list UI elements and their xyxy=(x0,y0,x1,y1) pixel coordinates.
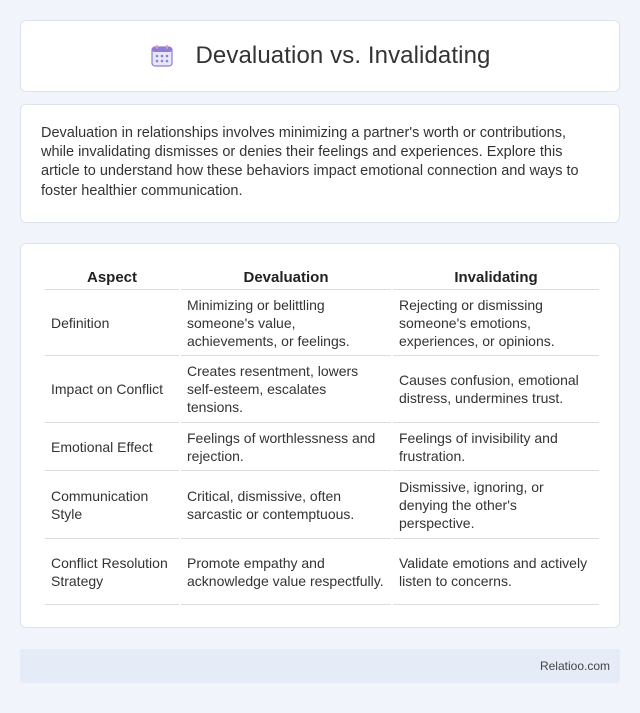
table-row xyxy=(45,423,599,471)
column-header-devaluation: Devaluation xyxy=(181,264,391,290)
devaluation-cell: Promote empathy and acknowledge value respectfully. xyxy=(181,539,391,605)
page-title: Devaluation vs. Invalidating xyxy=(195,42,491,69)
table-header-row xyxy=(45,264,599,290)
comparison-card xyxy=(20,243,620,628)
invalidating-cell: Dismissive, ignoring, or denying the other's perspective. xyxy=(393,471,599,539)
aspect-cell: Communication Style xyxy=(45,471,179,539)
devaluation-cell: Critical, dismissive, often sarcastic or contemptuous. xyxy=(181,471,391,539)
table-row xyxy=(45,471,599,539)
devaluation-cell: Creates resentment, lowers self-esteem, escalates tensions. xyxy=(181,356,391,423)
column-header-invalidating: Invalidating xyxy=(393,264,599,290)
intro-card xyxy=(20,104,620,223)
title-wrap xyxy=(150,42,491,70)
calendar-icon xyxy=(150,44,174,68)
invalidating-cell: Feelings of invisibility and frustration. xyxy=(393,423,599,471)
footer xyxy=(20,649,620,683)
intro-text: Devaluation in relationships involves minimizing a partner's worth or contributions, while invalidating dismisses or denies their feelings and experiences. Explore this article to understand how these behaviors impact emotional connection and ways to foster healthier communication. xyxy=(41,125,579,199)
table-row xyxy=(45,290,599,356)
invalidating-cell: Rejecting or dismissing someone's emotions, experiences, or opinions. xyxy=(393,290,599,356)
comparison-table xyxy=(43,264,601,605)
aspect-cell: Emotional Effect xyxy=(45,423,179,471)
table-row xyxy=(45,539,599,605)
footer-brand: Relatioo.com xyxy=(539,659,610,673)
invalidating-cell: Validate emotions and actively listen to concerns. xyxy=(393,539,599,605)
devaluation-cell: Feelings of worthlessness and rejection. xyxy=(181,423,391,471)
invalidating-cell: Causes confusion, emotional distress, undermines trust. xyxy=(393,356,599,423)
aspect-cell: Conflict Resolution Strategy xyxy=(45,539,179,605)
table-row xyxy=(45,356,599,423)
aspect-cell: Definition xyxy=(45,290,179,356)
column-header-aspect: Aspect xyxy=(45,264,179,290)
aspect-cell: Impact on Conflict xyxy=(45,356,179,423)
title-card xyxy=(20,20,620,92)
devaluation-cell: Minimizing or belittling someone's value, achievements, or feelings. xyxy=(181,290,391,356)
